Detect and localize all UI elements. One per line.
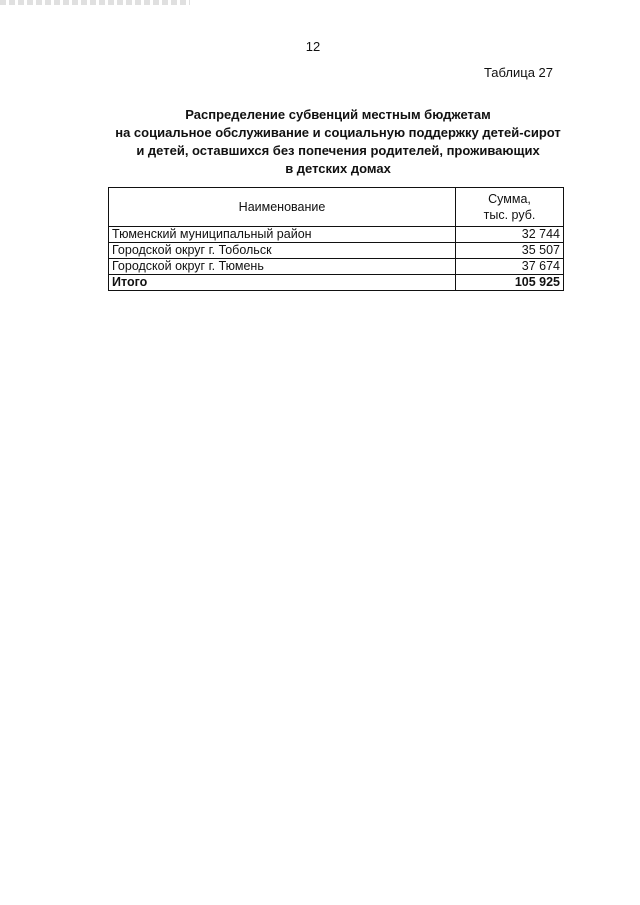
title-line: в детских домах xyxy=(285,161,391,176)
header-sum xyxy=(456,188,564,227)
table-row xyxy=(109,227,564,243)
title-line: и детей, оставшихся без попечения родителей, проживающих xyxy=(136,143,540,158)
scan-artifact xyxy=(0,0,190,5)
row-name: Городской округ г. Тюмень xyxy=(109,259,456,275)
row-sum: 37 674 xyxy=(456,259,564,275)
table-row xyxy=(109,259,564,275)
table-header-row xyxy=(109,188,564,227)
subventions-table xyxy=(108,187,564,291)
title-line: на социальное обслуживание и социальную поддержку детей-сирот xyxy=(115,125,561,140)
row-name: Городской округ г. Тобольск xyxy=(109,243,456,259)
table-row xyxy=(109,243,564,259)
table-total-row xyxy=(109,275,564,291)
total-label: Итого xyxy=(109,275,456,291)
header-name: Наименование xyxy=(109,188,456,227)
row-sum: 35 507 xyxy=(456,243,564,259)
total-sum: 105 925 xyxy=(456,275,564,291)
header-sum-line1: Сумма, xyxy=(488,192,531,206)
row-name: Тюменский муниципальный район xyxy=(109,227,456,243)
header-sum-line2: тыс. руб. xyxy=(483,208,536,222)
title-line: Распределение субвенций местным бюджетам xyxy=(185,107,491,122)
row-sum: 32 744 xyxy=(456,227,564,243)
document-title xyxy=(110,106,566,178)
page-number: 12 xyxy=(305,39,321,54)
table-label: Таблица 27 xyxy=(483,65,553,80)
